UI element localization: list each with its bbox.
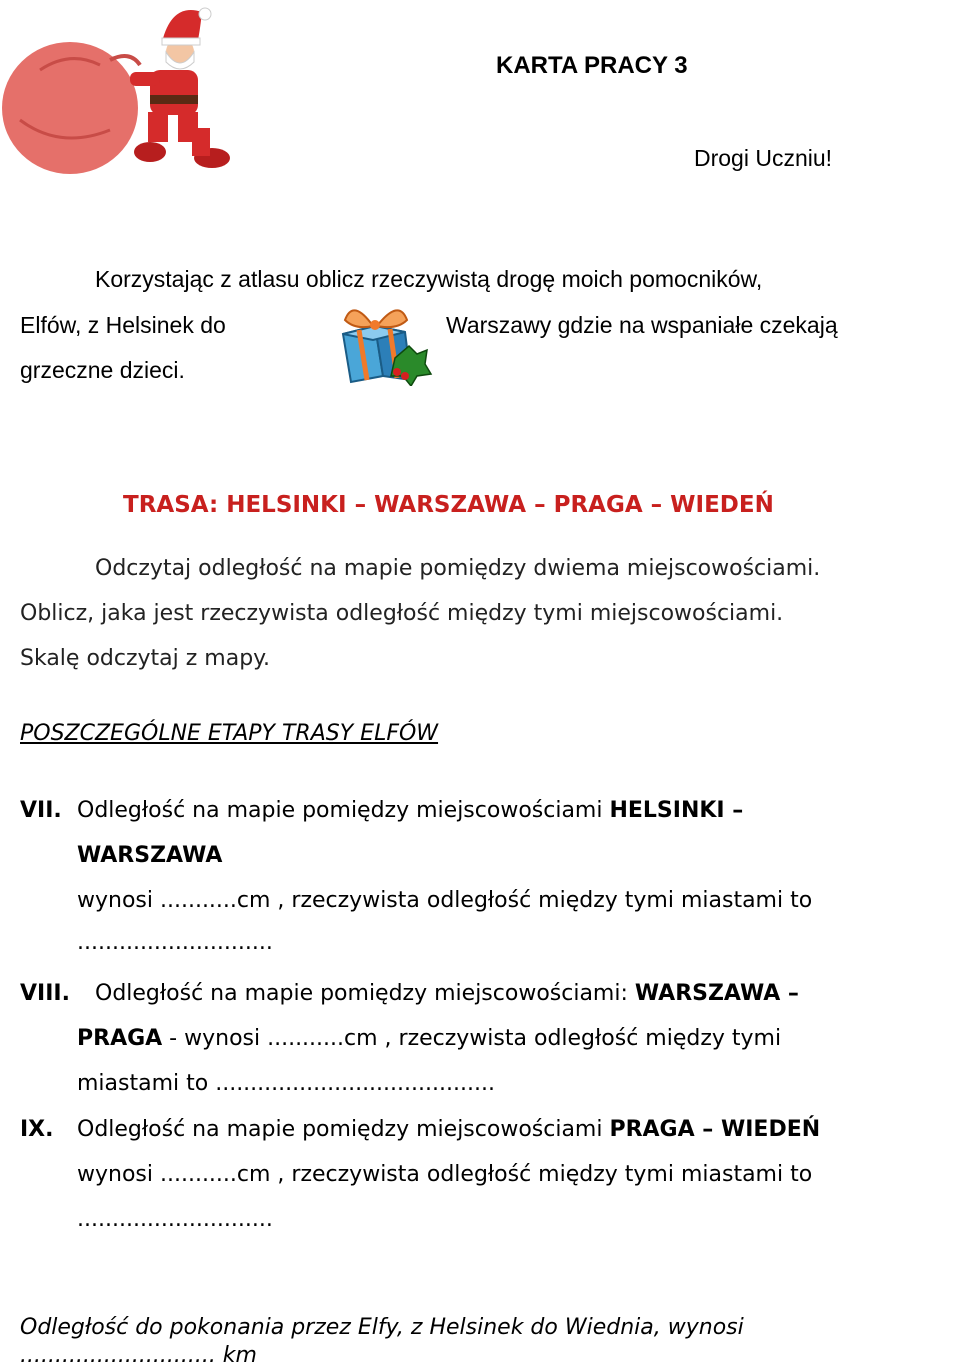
footer-line-1: Odległość do pokonania przez Elfy, z Helsinek do Wiednia, wynosi <box>20 1315 744 1340</box>
item-text: Odległość na mapie pomiędzy miejscowościami: WARSZAWA – <box>95 981 799 1006</box>
intro-line-2a: Elfów, z Helsinek do <box>20 312 226 338</box>
item-text: PRAGA - wynosi ...........cm , rzeczywista odległość między tymi <box>77 1026 782 1051</box>
footer-line-2: ............................ km <box>20 1343 257 1368</box>
item-dots: ............................ <box>77 930 273 955</box>
greeting: Drogi Uczniu! <box>694 145 833 171</box>
item-number: IX. <box>20 1117 54 1142</box>
santa-icon <box>0 0 235 180</box>
route-heading: TRASA: HELSINKI – WARSZAWA – PRAGA – WIEDEŃ <box>123 492 774 518</box>
instruction-line-2: Oblicz, jaka jest rzeczywista odległość między tymi miejscowościami. <box>20 601 784 626</box>
item-text: Odległość na mapie pomiędzy miejscowościami HELSINKI – <box>77 798 744 823</box>
item-line: wynosi ...........cm , rzeczywista odległość między tymi miastami to <box>77 1162 813 1187</box>
intro-line-1: Korzystając z atlasu oblicz rzeczywistą drogę moich pomocników, <box>95 266 763 292</box>
item-number: VIII. <box>20 981 70 1006</box>
intro-line-3: grzeczne dzieci. <box>20 357 185 383</box>
item-number: VII. <box>20 798 62 823</box>
item-line: miastami to ........................................ <box>77 1071 495 1096</box>
gift-icon <box>335 296 435 386</box>
item-line: wynosi ...........cm , rzeczywista odległość między tymi miastami to <box>77 888 813 913</box>
intro-line-2b: Warszawy gdzie na wspaniałe czekają <box>446 312 838 338</box>
page-title: KARTA PRACY 3 <box>496 52 688 79</box>
item-bold: WARSZAWA <box>77 843 223 868</box>
section-heading: POSZCZEGÓLNE ETAPY TRASY ELFÓW <box>20 721 439 746</box>
item-text: Odległość na mapie pomiędzy miejscowościami PRAGA – WIEDEŃ <box>77 1117 821 1142</box>
instruction-line-1: Odczytaj odległość na mapie pomiędzy dwiema miejscowościami. <box>95 556 821 581</box>
item-dots: ............................ <box>77 1207 273 1232</box>
instruction-line-3: Skalę odczytaj z mapy. <box>20 646 271 671</box>
